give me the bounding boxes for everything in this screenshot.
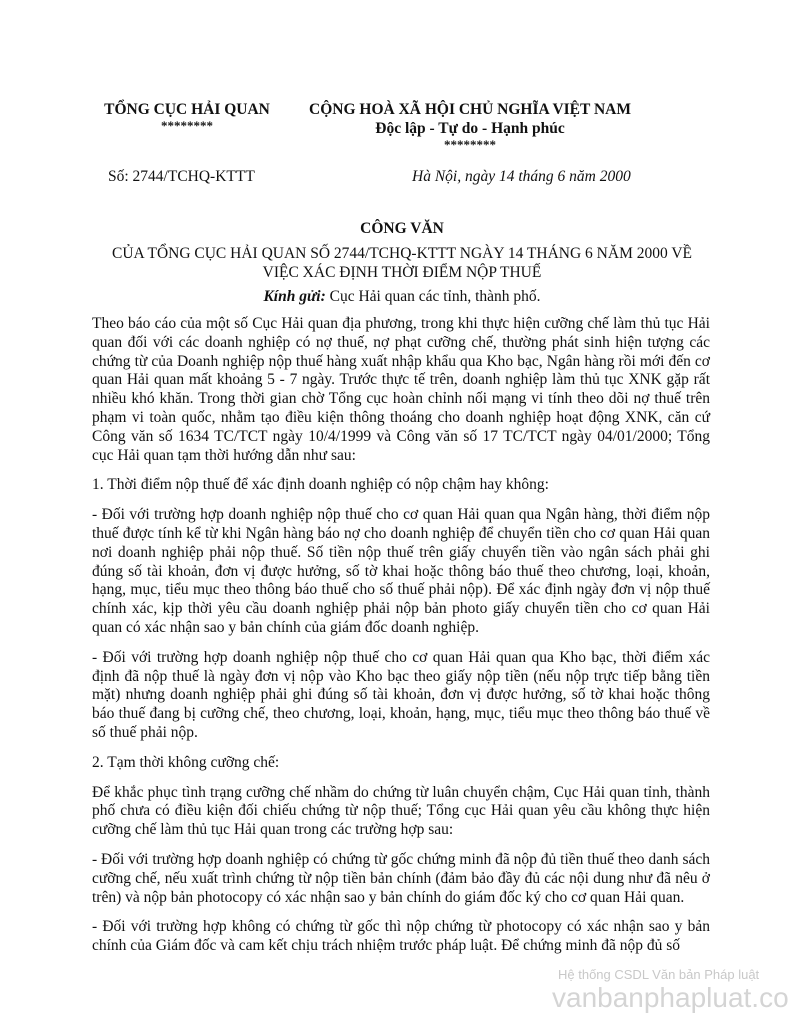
document-subtitle: CỦA TỔNG CỤC HẢI QUAN SỐ 2744/TCHQ-KTTT NGÀY 14 THÁNG 6 NĂM 2000 VỀ VIỆC XÁC ĐỊNH THỜI ĐIỂM NỘP THUẾ [112, 245, 692, 281]
agency-name: TỔNG CỤC HẢI QUAN [104, 101, 270, 118]
recipient-value: Cục Hải quan các tỉnh, thành phố. [325, 288, 541, 305]
date-place: Hà Nội, ngày 14 tháng 6 năm 2000 [412, 168, 631, 185]
document-title: CÔNG VĂN [360, 220, 444, 237]
paragraph: 1. Thời điểm nộp thuế để xác định doanh nghiệp có nộp chậm hay không: [92, 476, 549, 494]
paragraph: Để khắc phục tình trạng cưỡng chế nhầm do chứng từ luân chuyển chậm, Cục Hải quan tỉnh, thành phố chưa có điều kiện đối chiếu chứng từ nộp thuế; Tổng cục Hải quan yêu cầu không thực hiện cưỡng chế làm thủ tục Hải quan trong các trường hợp sau: [92, 783, 710, 839]
national-title-block [280, 100, 660, 152]
motto: Độc lập - Tự do - Hạnh phúc [375, 120, 565, 137]
recipient-label: Kính gửi: [263, 288, 326, 305]
watermark-caption: Hệ thống CSDL Văn bản Pháp luật [558, 967, 760, 982]
watermark-site: vanbanphapluat.co [552, 982, 789, 1013]
nation-name: CỘNG HOÀ XÃ HỘI CHỦ NGHĨA VIỆT NAM [309, 101, 631, 118]
paragraph: - Đối với trường hợp doanh nghiệp nộp thuế cho cơ quan Hải quan qua Kho bạc, thời điểm xác định đã nộp thuế là ngày đơn vị nộp vào Kho bạc theo giấy nộp tiền (nếu nộp trực tiếp bằng tiền mặt) nhưng doanh nghiệp phải ghi đúng số tài khoản, đơn vị được hưởng, số tờ khai hoặc thông báo thuế đang bị cưỡng chế, theo chương, loại, khoản, hạng, mục, tiểu mục theo thông báo thuế về số thuế phải nộp. [92, 648, 710, 741]
document-number: Số: 2744/TCHQ-KTTT [108, 168, 255, 185]
paragraph: - Đối với trường hợp doanh nghiệp có chứng từ gốc chứng minh đã nộp đủ tiền thuế theo danh sách cưỡng chế, nếu xuất trình chứng từ nộp tiền bản chính (đảm bảo đầy đủ các nội dung như đã nêu ở trên) và nộp bản photocopy có xác nhận sao y bản chính do giám đốc ký cho cơ quan Hải quan. [92, 850, 710, 906]
agency-stars: ******** [161, 118, 213, 133]
paragraph: Theo báo cáo của một số Cục Hải quan địa phương, trong khi thực hiện cưỡng chế làm thủ tục Hải quan đối với các doanh nghiệp có nợ thuế, nợ phạt cưỡng chế, thường phát sinh hiện tượng các chứng từ của Doanh nghiệp nộp thuế hàng xuất nhập khẩu qua Kho bạc, Ngân hàng rồi mới đến cơ quan Hải quan mất khoảng 5 - 7 ngày. Trước thực tế trên, doanh nghiệp làm thủ tục XNK gặp rất nhiều khó khăn. Trong thời gian chờ Tổng cục hoàn chỉnh nối mạng vi tính theo dõi nợ thuế trên phạm vi toàn quốc, nhằm tạo điều kiện thông thoáng cho doanh nghiệp hoạt động XNK, căn cứ Công văn số 1634 TC/TCT ngày 10/4/1999 và Công văn số 17 TC/TCT ngày 04/01/2000; Tổng cục Hải quan tạm thời hướng dẫn như sau: [92, 315, 710, 464]
paragraph: - Đối với trường hợp không có chứng từ gốc thì nộp chứng từ photocopy có xác nhận sao y bản chính của Giám đốc và cam kết chịu trách nhiệm trước pháp luật. Để chứng minh đã nộp đủ số [92, 918, 710, 955]
motto-stars: ******** [444, 137, 496, 152]
paragraph: 2. Tạm thời không cưỡng chế: [92, 753, 280, 771]
paragraph: - Đối với trường hợp doanh nghiệp nộp thuế cho cơ quan Hải quan qua Ngân hàng, thời điểm nộp thuế được tính kể từ khi Ngân hàng báo nợ cho doanh nghiệp để chuyển tiền cho cơ quan Hải quan nơi doanh nghiệp phải nộp thuế. Số tiền nộp thuế trên giấy chuyển tiền vào ngân sách phải ghi đúng số tài khoản, đơn vị được hưởng, số tờ khai hoặc thông báo thuế theo chương, loại, khoản, hạng, mục, tiểu mục theo thông báo thuế cho số thuế phải nộp). Để xác định ngày đơn vị nộp thuế chính xác, kịp thời yêu cầu doanh nghiệp phải nộp bản photo giấy chuyển tiền cho cơ quan Hải quan có xác nhận sao y bản chính của giám đốc doanh nghiệp. [92, 506, 710, 636]
document-body [92, 315, 710, 967]
issuing-agency-block [92, 100, 282, 133]
recipient-line [92, 288, 712, 306]
